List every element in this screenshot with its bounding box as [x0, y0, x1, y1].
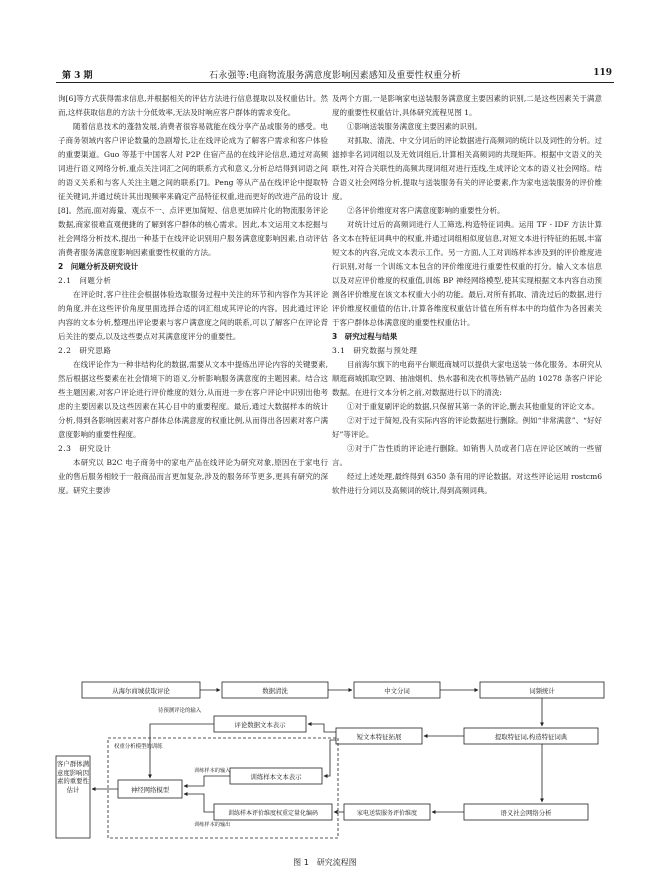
flow-note-train-weight: 权重分析模型的训练	[114, 744, 163, 750]
subsection-heading: 2.2 研究思路	[58, 346, 112, 355]
paragraph: 及两个方面,一是影响家电送装服务满意度主要因素的识别,二是这些因素关于满意度的重要性权重估计,具体研究流程见图 1。	[332, 94, 602, 117]
flow-label-segment: 中文分词	[384, 687, 410, 695]
flow-label-source: 从海尔商城获取评论	[112, 687, 170, 695]
paragraph: ②各评价维度对客户满意度影响的重要性分析。	[347, 206, 505, 215]
paragraph: ③对于广告性质的评论进行删除。如销售人员或者门店在评论区域的一些留言。	[332, 444, 602, 467]
paragraph: 随着信息技术的蓬勃发展,消费者很容易就能在线分享产品或服务的感受。电子商务领域内客户评论数量的急剧增长,让在线评论成为了解客户需求和客户体验的重要渠道。Guo 等基于中国客人对 P2P 住宿产品的在线评论信息,通过对高频词进行语义网络分析,重点关注词汇之间的联系方式和意义,分析总结得到词语之间的语义关系和与客人关注主题之间的联系[7]。Peng 等从产品在线评论中提取特征关键词,并通过统计其出现频率来确定产品特征权重,进而更好的改进产品的设计[8]。然而,面对海量、观点不一、点评更加简短、信息更加碎片化的物流服务评论数据,商家很难直观便捷的了解到客户群体的核心需求。因此,本文运用文本挖掘与社会网络分析技术,提出一种基于在线评论识别用户服务满意度影响因素,自动评估消费者服务满意度影响因素重要性权重的方法。	[58, 122, 328, 257]
subsection-heading: 2.1 问题分析	[58, 276, 112, 285]
flow-label-weight-code: 训练样本评价维度权重定量化编码	[227, 810, 319, 817]
flow-label-extract: 提取特征词,构造特征词典	[494, 733, 568, 741]
paragraph: ①影响送装服务满意度主要因素的识别。	[347, 122, 482, 131]
flow-note-pending-input: 待预测评论的输入	[158, 708, 202, 714]
paragraph: 经过上述处理,最终得到 6350 条有用的评论数据。对这些评论运用 rostcm6 软件进行分词以及高频词的统计,得到高频词典。	[332, 472, 602, 495]
flowchart-svg	[54, 676, 614, 851]
running-header	[56, 66, 614, 82]
flow-note-train-input: 训练样本的输入	[194, 768, 231, 774]
paragraph: ②对于过于简短,没有实际内容的评论数据进行删除。例如“非常满意”、“好好好”等评论。	[332, 416, 602, 439]
paragraph: 目前海尔旗下的电商平台顺逛商城可以提供大家电送装一体化服务。本研究从顺逛商城抓取空调、抽油烟机、热水器和洗衣机等热销产品的 10278 条客户评论数据。在进行文本分析之前,对数据进行以下的清洗:	[332, 360, 602, 397]
paragraph: 在线评论作为一种非结构化的数据,需要从文本中提炼出评论内容的关键要素,然后根据这些要素在社会情境下的语义,分析影响服务满意度的主题因素。结合这些主题因素,对客户评论进行评价维度的划分,从而进一步在客户评论中识别出他考虑的主要因素以及这些因素在其心目中的重要程度。最后,通过大数据样本的统计分析,得到各影响因素对客户群体总体满意度的权重比例,从而得出各因素对客户满意度影响的重要性程度。	[58, 360, 328, 439]
section-heading: 2 问题分析及研究设计	[58, 262, 139, 271]
running-title: 石永强等:电商物流服务满意度影响因素感知及重要性权重分析	[209, 71, 461, 81]
paragraph: 对统计过后的高频词进行人工筛选,构造特征词典。运用 TF - IDF 方法计算各文本在特征词典中的权重,并通过词组相似度信息,对短文本进行特征的拓展,丰富短文本的内容,完成文本表示工作。另一方面,人工对训练样本涉及到的评价维度进行识别,对每一个训练文本包含的评价维度进行重要性权重的打分。输入文本信息以及对应评价维度的权重值,训练 BP 神经网络模型,使其实现根据文本内容自动预测各评价维度在该文本权重大小的功能。最后,对所有抓取、清洗过后的数据,进行评价维度权重值的估计,计算各维度权重估计值在所有样本中的均值作为各因素关于客户群体总体满意度的重要性权重估计。	[332, 220, 602, 327]
flow-label-clean: 数据清洗	[262, 687, 288, 695]
figure-caption: 图 1 研究流程图	[293, 858, 357, 867]
paragraph: ①对于重复刷评论的数据,只保留其第一条的评论,删去其他重复的评论文本。	[347, 402, 600, 411]
paragraph: 本研究以 B2C 电子商务中的家电产品在线评论为研究对象,原因在于家电行业的售后服务相较于一般商品而言更加复杂,涉及的服务环节更多,更具有研究的深度。研究主要涉	[58, 458, 328, 495]
paragraph: 询[6]等方式获得需求信息,并根据相关的评估方法进行信息提取以及权重估计。然而,这样获取信息的方法十分低效率,无法及时响应客户群体的需求变化。	[58, 94, 328, 117]
issue-number: 第 3 期	[62, 71, 93, 81]
subsection-heading: 2.3 研究设计	[58, 444, 112, 453]
section-heading: 3 研究过程与结果	[332, 332, 398, 341]
flow-label-train-text: 训练样本文本表示	[250, 773, 302, 781]
flow-label-nn: 神经网络模型	[130, 786, 170, 794]
flow-label-sna: 语义社会网络分析	[500, 809, 552, 817]
flow-label-dims: 家电送装服务评价维度	[356, 810, 418, 817]
flow-note-train-output: 训练样本的输出	[194, 822, 231, 828]
flow-label-pending: 评论数据文本表示	[234, 721, 286, 729]
flow-label-freq: 词频统计	[529, 687, 555, 695]
left-column	[58, 92, 328, 498]
paragraph: 对抓取、清洗、中文分词后的评论数据进行高频词的统计以及词性的分析。过滤掉非名词词组以及无效词组后,计算相关高频词的共现矩阵。根据中文语义的关联性,对符合关联性的高频共现词组对进行连线,生成评论文本的语义社会网络。结合语义社会网络分析,提取与送装服务有关的评论要素,作为家电送装服务的评价维度。	[332, 136, 602, 201]
research-flowchart	[54, 676, 614, 851]
header-rule	[56, 82, 614, 83]
subsection-heading: 3.1 研究数据与预处理	[332, 346, 418, 355]
flow-label-short: 短文本特征拓展	[356, 733, 402, 741]
flow-label-result: 客户群体满意度影响因素的重要性估计	[57, 760, 89, 794]
page-number: 119	[593, 68, 612, 78]
right-column	[332, 92, 602, 498]
paragraph: 在评论时,客户往往会根据体验选取服务过程中关注的环节和内容作为其评论的角度,并在这些评价角度里面选择合适的词汇组成其评论的内容。因此通过评论内容的文本分析,整理出评论要素与客户满意度之间的联系,可以了解客户在评论背后关注的要点,以及这些要点对其满意度评分的重要性。	[58, 290, 328, 341]
